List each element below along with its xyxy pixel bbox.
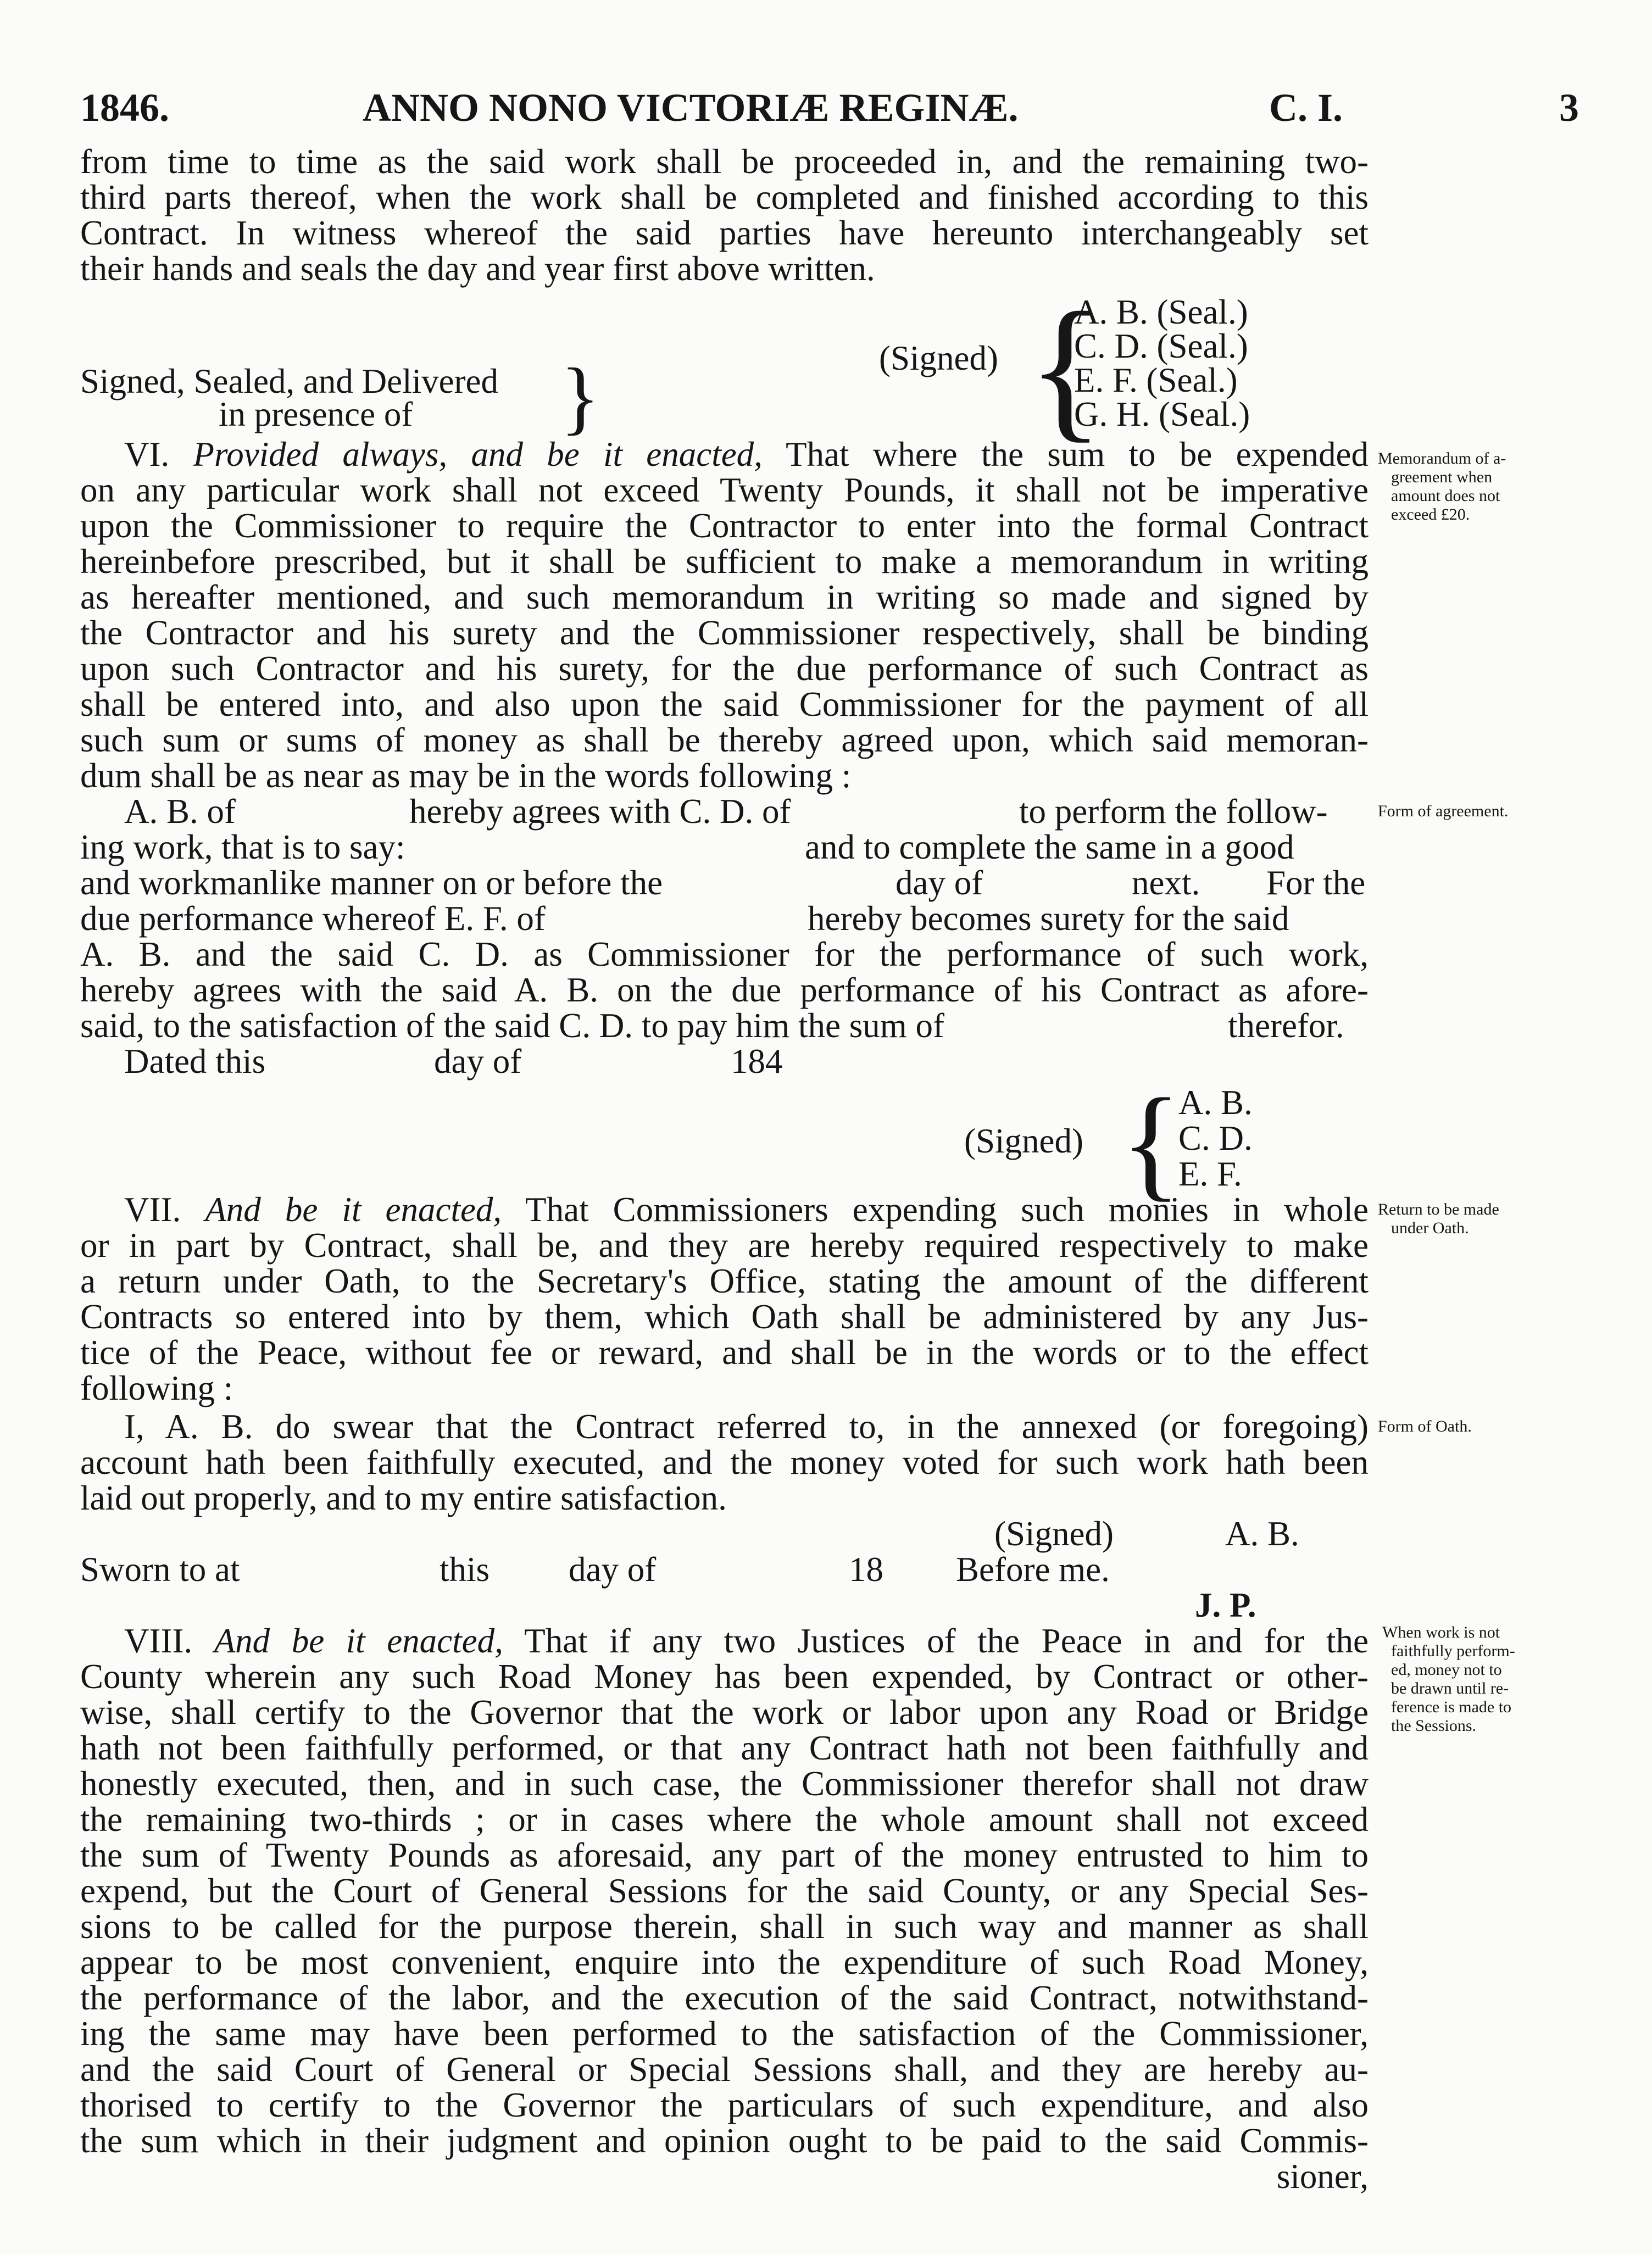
section-number: VI.: [124, 435, 170, 474]
note-line: be drawn until re-: [1391, 1679, 1509, 1697]
form-text: and workmanlike manner on or before the: [80, 864, 663, 902]
text-line: a return under Oath, to the Secretary's Office, stating the amount of the different: [80, 1262, 1369, 1300]
form-text: due performance whereof E. F. of: [80, 899, 546, 938]
seal-entry: A. B. (Seal.): [1074, 293, 1248, 331]
text-line: third parts thereof, when the work shall be completed and finished according to this: [80, 178, 1369, 216]
signer: E. F.: [1178, 1155, 1242, 1193]
text-line: I, A. B. do swear that the Contract referred to, in the annexed (or foregoing): [124, 1407, 1369, 1446]
marginal-note: [1378, 1417, 1587, 1436]
text-line: the sum which in their judgment and opinion ought to be paid to the said Commis-: [80, 2122, 1369, 2160]
header-page-number: 3: [1559, 86, 1579, 130]
note-line: amount does not: [1391, 487, 1500, 505]
text-line: or in part by Contract, shall be, and they are hereby required respectively to make: [80, 1226, 1369, 1265]
section-number: VII.: [124, 1190, 181, 1229]
text-line: from time to time as the said work shall be proceeded in, and the remaining two-: [80, 142, 1369, 181]
text-line: hereinbefore prescribed, but it shall be sufficient to make a memorandum in writing: [80, 542, 1369, 581]
note-line: greement when: [1391, 468, 1493, 486]
form-text: to perform the follow-: [1019, 792, 1328, 831]
text-line: expend, but the Court of General Sessions for the said County, or any Special Ses-: [80, 1872, 1369, 1910]
text-line: [80, 1623, 1369, 1659]
marginal-note: [1378, 1200, 1587, 1238]
text-line: hath not been faithfully performed, or that any Contract hath not been faithfully and: [80, 1729, 1369, 1767]
text-line: hereby agrees with the said A. B. on the due performance of his Contract as afore-: [80, 971, 1369, 1009]
note-line: ference is made to: [1391, 1698, 1512, 1716]
form-text: Dated this: [124, 1042, 266, 1081]
form-text: day of: [569, 1550, 657, 1589]
text-line: dum shall be as near as may be in the words following :: [80, 756, 852, 795]
delivered-line: in presence of: [219, 395, 413, 433]
text-line: ing the same may have been performed to the satisfaction of the Commissioner,: [80, 2014, 1369, 2053]
text-line: account hath been faithfully executed, and the money voted for such work hath been: [80, 1443, 1369, 1482]
signer: C. D.: [1178, 1119, 1253, 1157]
text-line: such sum or sums of money as shall be thereby agreed upon, which said memoran-: [80, 721, 1369, 759]
form-text: A. B. of: [124, 792, 236, 831]
text-line: as hereafter mentioned, and such memorandum in writing so made and signed by: [80, 578, 1369, 616]
text-line: [80, 437, 1369, 472]
catchword: sioner,: [1276, 2157, 1369, 2196]
form-text: and to complete the same in a good: [805, 828, 1294, 866]
text-line: the performance of the labor, and the execution of the said Contract, notwithstand-: [80, 1979, 1369, 2017]
section-lead: And be it enacted,: [205, 1190, 502, 1229]
note-line: exceed £20.: [1391, 505, 1470, 524]
seal-entry: C. D. (Seal.): [1074, 327, 1248, 365]
text-line: appear to be most convenient, enquire into the expenditure of such Road Money,: [80, 1943, 1369, 1981]
signed-label: (Signed): [879, 339, 998, 377]
seal-entry: G. H. (Seal.): [1074, 395, 1250, 433]
form-text: For the: [1266, 864, 1366, 902]
text-line: shall be entered into, and also upon the said Commissioner for the payment of all: [80, 685, 1369, 723]
text-line: the sum of Twenty Pounds as aforesaid, any part of the money entrusted to him to: [80, 1836, 1369, 1874]
form-text: hereby becomes surety for the said: [808, 899, 1289, 938]
form-text: therefor.: [1228, 1006, 1344, 1045]
form-text: day of: [895, 864, 983, 902]
note-line: the Sessions.: [1391, 1717, 1477, 1735]
section-lead: And be it enacted,: [214, 1622, 503, 1660]
text-line: [80, 1192, 1369, 1228]
text-line: thorised to certify to the Governor the particulars of such expenditure, and also: [80, 2086, 1369, 2124]
form-text: 18: [849, 1550, 883, 1589]
section-vii: [80, 1192, 1369, 1406]
left-brace-signers: {: [1121, 1072, 1182, 1212]
signer: A. B.: [1225, 1515, 1299, 1553]
text-line: following :: [80, 1369, 233, 1407]
form-text: Sworn to at: [80, 1550, 240, 1589]
header-title: ANNO NONO VICTORIÆ REGINÆ.: [363, 86, 1019, 130]
text-line: upon the Commissioner to require the Contractor to enter into the formal Contract: [80, 506, 1369, 545]
text-line: upon such Contractor and his surety, for the due performance of such Contract as: [80, 649, 1369, 688]
text-line: tice of the Peace, without fee or reward, and shall be in the words or to the effect: [80, 1333, 1369, 1372]
text-line: sions to be called for the purpose therein, shall in such way and manner as shall: [80, 1907, 1369, 1946]
header-year: 1846.: [80, 86, 169, 130]
text-line: Contract. In witness whereof the said parties have hereunto interchangeably set: [80, 214, 1369, 252]
form-text: this: [440, 1550, 490, 1589]
section-number: VIII.: [124, 1622, 193, 1660]
marginal-note: [1378, 802, 1587, 821]
note-line: When work is not: [1382, 1623, 1500, 1641]
form-text: 184: [731, 1042, 783, 1081]
text-line: honestly executed, then, and in such case, the Commissioner therefor shall not draw: [80, 1764, 1369, 1803]
note-line: Form of Oath.: [1378, 1417, 1472, 1435]
section-lead: Provided always, and be it enacted,: [193, 435, 763, 474]
section-vi: [80, 437, 1369, 794]
justice-of-peace: J. P.: [1195, 1586, 1256, 1624]
form-text: day of: [434, 1042, 522, 1081]
text-line: the Contractor and his surety and the Commissioner respectively, shall be binding: [80, 614, 1369, 652]
text-span: That Commissioners expending such monies in whole: [502, 1190, 1369, 1229]
intro-paragraph: [80, 144, 1369, 287]
header-chapter: C. I.: [1269, 86, 1343, 130]
section-viii: [80, 1623, 1369, 2195]
right-brace-delivered: }: [560, 352, 600, 443]
note-line: under Oath.: [1391, 1219, 1469, 1237]
form-text: hereby agrees with C. D. of: [409, 792, 791, 831]
text-line: County wherein any such Road Money has been expended, by Contract or other-: [80, 1657, 1369, 1696]
form-text: Before me.: [956, 1550, 1110, 1589]
form-text: said, to the satisfaction of the said C. D. to pay him the sum of: [80, 1006, 945, 1045]
form-text: next.: [1132, 864, 1200, 902]
form-text: ing work, that is to say:: [80, 828, 405, 866]
text-line: and the said Court of General or Special Sessions shall, and they are hereby au-: [80, 2050, 1369, 2089]
note-line: ed, money not to: [1391, 1661, 1502, 1679]
note-line: Form of agreement.: [1378, 802, 1509, 820]
signed-label: (Signed): [964, 1122, 1083, 1160]
signer: A. B.: [1178, 1083, 1253, 1122]
note-line: Return to be made: [1378, 1200, 1499, 1218]
text-line: Contracts so entered into by them, which Oath shall be administered by any Jus-: [80, 1298, 1369, 1336]
text-span: That if any two Justices of the Peace in and for the: [503, 1622, 1369, 1660]
signed-label: (Signed): [994, 1515, 1114, 1553]
marginal-note: [1378, 1623, 1587, 1735]
note-line: Memorandum of a-: [1378, 449, 1506, 467]
text-line: wise, shall certify to the Governor that the work or labor upon any Road or Bridge: [80, 1693, 1369, 1731]
marginal-note: [1378, 449, 1587, 524]
text-line: on any particular work shall not exceed Twenty Pounds, it shall not be imperative: [80, 471, 1369, 509]
left-brace-seals: {: [1027, 280, 1104, 456]
text-span: That where the sum to be expended: [762, 435, 1369, 474]
text-line: the remaining two-thirds ; or in cases where the whole amount shall not exceed: [80, 1800, 1369, 1839]
delivered-line: Signed, Sealed, and Delivered: [80, 362, 499, 400]
note-line: faithfully perform-: [1391, 1642, 1515, 1660]
text-line: laid out properly, and to my entire satisfaction.: [80, 1479, 727, 1517]
text-line: A. B. and the said C. D. as Commissioner for the performance of such work,: [80, 935, 1369, 973]
seal-entry: E. F. (Seal.): [1074, 361, 1238, 399]
text-line: their hands and seals the day and year first above written.: [80, 249, 875, 288]
